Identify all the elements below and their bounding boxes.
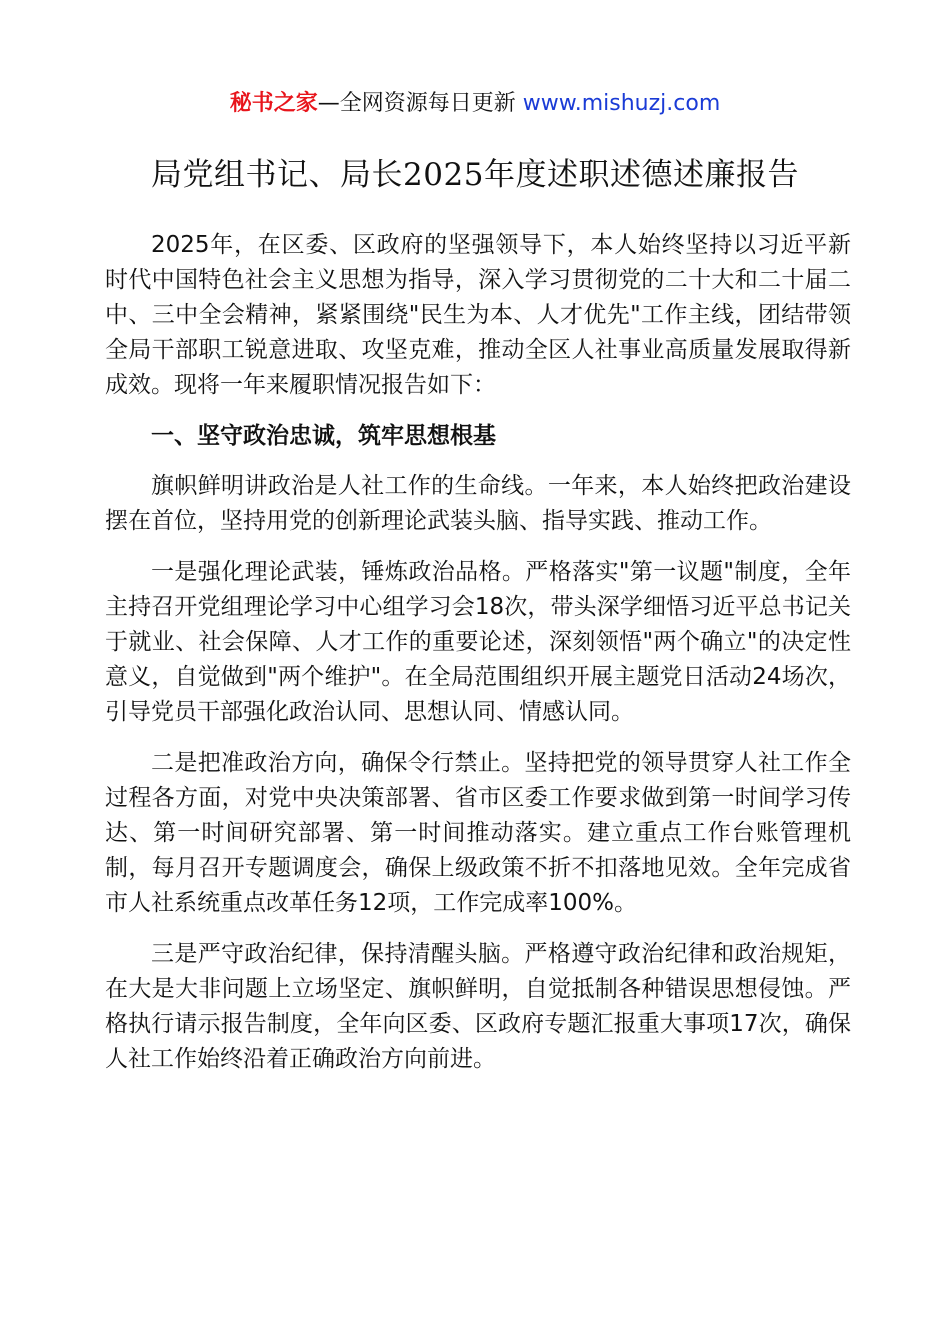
site-slogan: —全网资源每日更新 [317,91,516,116]
body-paragraph: 旗帜鲜明讲政治是人社工作的生命线。一年来，本人始终把政治建设摆在首位，坚持用党的创新理论武装头脑、指导实践、推动工作。 [105,473,851,534]
body-paragraph: 二是把准政治方向，确保令行禁止。坚持把党的领导贯穿人社工作全过程各方面，对党中央决策部署、省市区委工作要求做到第一时间学习传达、第一时间研究部署、第一时间推动落实。建立重点工作台账管理机制，每月召开专题调度会，确保上级政策不折不扣落地见效。全年完成省市人社系统重点改革任务12项，工作完成率100%。 [105,750,851,916]
site-url-link[interactable]: www.mishuzj.com [522,91,721,116]
document-body [105,228,851,1093]
site-brand: 秘书之家 [229,91,318,116]
section-heading: 一、坚守政治忠诚，筑牢思想根基 [151,423,496,449]
document-title: 局党组书记、局长2025年度述职述德述廉报告 [151,157,799,193]
site-header [0,88,950,120]
intro-paragraph: 2025年，在区委、区政府的坚强领导下，本人始终坚持以习近平新时代中国特色社会主义思想为指导，深入学习贯彻党的二十大和二十届二中、三中全会精神，紧紧围绕"民生为本、人才优先"工作主线，团结带领全局干部职工锐意进取、攻坚克难，推动全区人社事业高质量发展取得新成效。现将一年来履职情况报告如下： [105,232,851,398]
body-paragraph: 三是严守政治纪律，保持清醒头脑。严格遵守政治纪律和政治规矩，在大是大非问题上立场坚定、旗帜鲜明，自觉抵制各种错误思想侵蚀。严格执行请示报告制度，全年向区委、区政府专题汇报重大事项17次，确保人社工作始终沿着正确政治方向前进。 [105,941,851,1072]
body-paragraph: 一是强化理论武装，锤炼政治品格。严格落实"第一议题"制度，全年主持召开党组理论学习中心组学习会18次，带头深学细悟习近平总书记关于就业、社会保障、人才工作的重要论述，深刻领悟"两个确立"的决定性意义，自觉做到"两个维护"。在全局范围组织开展主题党日活动24场次，引导党员干部强化政治认同、思想认同、情感认同。 [105,559,851,725]
